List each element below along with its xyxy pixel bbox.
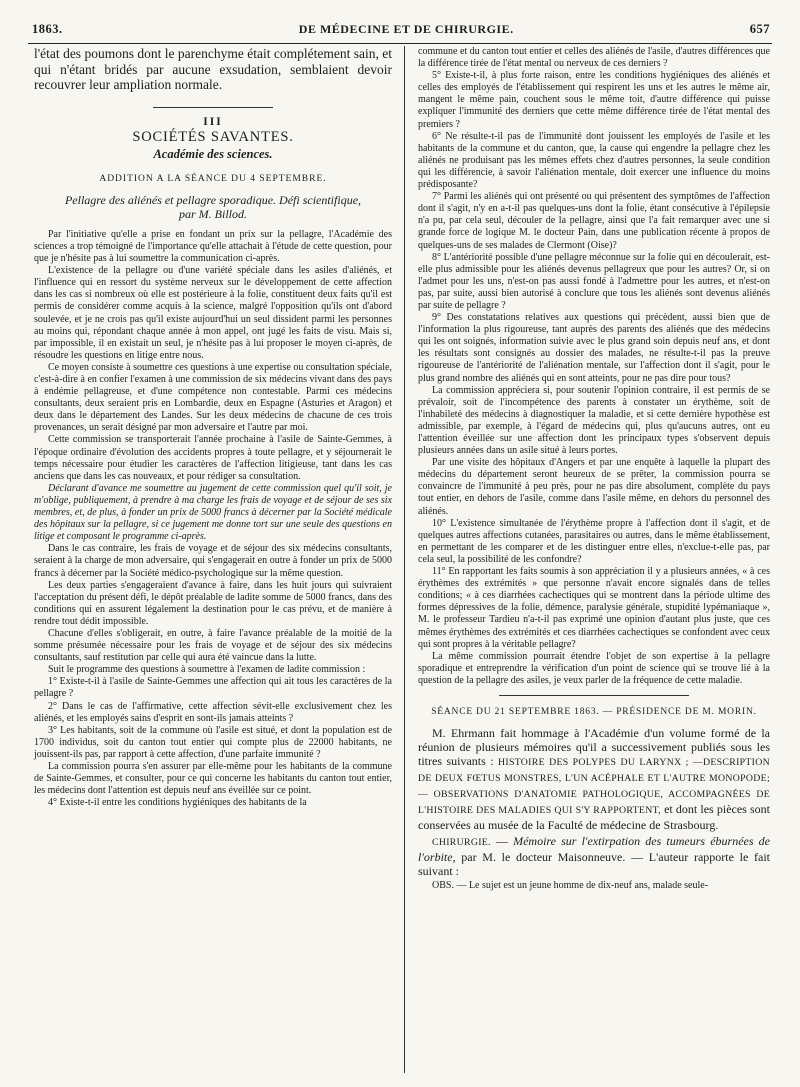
paragraph: Suit le programme des questions à soumettre à l'examen de ladite commission :: [48, 664, 366, 676]
question-item: 3° Les habitants, soit de la commune où l'asile est situé, et dont la population est de 1700 individus, soit du canton tout entier qui compte plus de 22000 habitants, ne jouissent-ils pas, par rapport à cette affection, d'une parfaite immunité ?: [34, 724, 392, 760]
paragraph: Ce moyen consiste à soumettre ces questions à une expertise ou consultation spéciale, c'est-à-dire à en confier l'examen à une commission de six médecins vivant dans des pays à endémie pellagreuse, et d'une compétence non contestable. Parmi ces médecins consultants, deux seraient pris en Lombardie, deux en Espagne (Asturies et Aragon) et deux dans le département des Landes. Sur les deux médecins de chacune de ces trois provenances, un serait désigné par mon adversaire et l'autre par moi.: [34, 361, 392, 434]
paragraph: Par une visite des hôpitaux d'Angers et par une enquête à laquelle la plupart des médecins du département seront heureux de se prêter, la commission pourra se convaincre de l'immunité à peu près, pour ne pas dire absolument, complète du pays tout entier, en dehors de l'asile, comme dans l'asile même, en dehors du personnel des aliénés.: [418, 457, 770, 517]
question-item: 5° Existe-t-il, à plus forte raison, entre les conditions hygiéniques des aliénés et celles des employés de l'établissement qui respirent les uns et les autres le même air, mangent le même pain, couchent sous le même toit, d'autre différence qui puisse expliquer l'immunité des derniers que cette même différence tirée de l'état mental des premiers ?: [418, 70, 770, 130]
paragraph: Dans le cas contraire, les frais de voyage et de séjour des six médecins consultants, seraient à la charge de mon adversaire, qui s'engagerait en outre à fonder un prix de 5000 francs à décerner par la Société médico-psychologique sur la même question.: [34, 543, 392, 579]
session-heading: ADDITION A LA SÉANCE DU 4 SEPTEMBRE.: [99, 173, 327, 184]
chirurgie-paragraph: CHIRURGIE. — Mémoire sur l'extirpation des tumeurs éburnées de l'orbite, par M. le docteur Maisonneuve. — L'auteur rapporte le fait suivant :: [418, 834, 770, 879]
paragraph: commune et du canton tout entier et celles des aliénés de l'asile, d'autres différences que la différence tirée de l'état mental ou nerveux de ces derniers ?: [418, 46, 770, 70]
left-column: [34, 46, 392, 809]
paragraph: L'existence de la pellagre ou d'une variété spéciale dans les asiles d'aliénés, et l'influence qui en ressort du système nerveux sur le développement de cette affection dans les cas si nombreux où elle est postérieure à la folie, constituent deux faits qu'il est permis de considérer comme acquis à la science, malgré l'opposition qu'ils ont d'abord soulevée, et je ne crois pas qu'il existe aujourd'hui un seul dissident parmi les personnes au moins qui, répondant chaque année à mon appel, ont jugé les faits de visu. Mais si, par impossible, il en existait un seul, je n'hésite pas à lui proposer le moyen ci-après, de résoudre les questions en litige entre nous.: [34, 265, 392, 361]
paragraph: Chacune d'elles s'obligerait, en outre, à faire l'avance préalable de la moitié de la somme présumée nécessaire pour les frais de voyage et de séjour des six médecins consultants, sauf restitution par celle qui aura été vaincue dans la lutte.: [34, 627, 392, 664]
topic-heading: [34, 193, 392, 221]
paragraph: Les deux parties s'engageraient d'avance à faire, dans les huit jours qui suivraient l'acceptation du présent défi, le dépôt préalable de ladite somme de 5000 francs, dans des conditions qui en assurent légalement la destination pour le cas prévu, et de manière à rendre tout dédit impossible.: [34, 579, 392, 627]
paragraph: La commission appréciera si, pour soutenir l'opinion contraire, il est permis de se prévaloir, soit de l'incompétence des parents à constater un érythème, soit de l'inhabileté des médecins à diagnostiquer la maladie, et si cette dernière hypothèse est admissible, par exemple, à l'égard de médecins qui, plus qu'aucuns autres, ont eu l'attention éveillée sur une affection dont les principaux types s'observent depuis plusieurs années dans un asile situé à leurs portes.: [418, 384, 770, 457]
observation-paragraph: OBS. — Le sujet est un jeune homme de dix-neuf ans, malade seule-: [432, 880, 709, 892]
header-rule: [28, 43, 772, 44]
question-item: 9° Des constatations relatives aux questions qui précèdent, aussi bien que de l'information la plus rigoureuse, tant auprès des parents des aliénés que des médecins qui les ont soignés, information suivie avec le plus grand soin depuis neuf ans, et dont les résultats sont consignés au dossier des malades, ne résulte-t-il pas la preuve rigoureuse de l'antériorité de l'aliénation mentale, sur l'affection dont il s'agit, pour le plus grand nombre des aliénés qui en sont atteints, pour ne pas dire pour tous?: [418, 312, 770, 384]
question-item: 6° Ne résulte-t-il pas de l'immunité dont jouissent les employés de l'asile et les habitants de la commune et du canton, que, la cause qui engendre la pellagre chez les aliénés ne produisant pas les mêmes effets chez d'autres personnes, la seule condition qui les différencie, à savoir l'aliénation mentale, doit exercer une influence du moins prédisposante?: [418, 130, 770, 191]
section-number: III: [203, 115, 223, 128]
chirurgie-rest: par M. le docteur Maisonneuve. — L'auteur rapporte le fait suivant :: [418, 850, 770, 879]
header-year: 1863.: [32, 22, 63, 36]
ehrmann-text: M. Ehrmann fait hommage à l'Académie d'un volume formé de la réunion de plusieurs mémoires qu'il a successivement publiés sous les titres suivants :: [418, 726, 770, 769]
column-divider: [404, 46, 405, 1073]
paragraph: La commission pourra s'en assurer par elle-même pour les habitants de la commune de Sainte-Gemmes, et consulter, pour ce qui concerne les habitants du canton tout entier, les médecins dont l'attention est depuis neuf ans éveillée sur ce point.: [34, 761, 392, 797]
paragraph: Cette commission se transporterait l'année prochaine à l'asile de Sainte-Gemmes, à l'époque ordinaire d'évolution des accidents propres à toute pellagre, et y séjournerait le temps nécessaire pour étudier les caractères de l'affection litigieuse, tant dans les cas anciens que dans les cas nouveaux, et pour rédiger sa consultation.: [34, 434, 392, 482]
session-heading-2: SÉANCE DU 21 SEPTEMBRE 1863. — PRÉSIDENCE DE M. MORIN.: [431, 706, 757, 717]
header-title: DE MÉDECINE ET DE CHIRURGIE.: [298, 22, 514, 36]
section-title: SOCIÉTÉS SAVANTES.: [132, 128, 294, 145]
question-item: 7° Parmi les aliénés qui ont présenté ou qui présentent des symptômes de l'affection dont il s'agit, n'y en a-t-il pas quelques-uns dont la folie, étant consécutive à l'épilepsie n'a pu, par cela seul, découler de la pellagre, ainsi que l'a fait remarquer avec une si grande force de logique M. le docteur Pain, dans une publication récente à propos de quelques-uns de ses malades de Clermont (Oise)?: [418, 191, 770, 251]
paragraph: La même commission pourrait étendre l'objet de son expertise à la pellagre sporadique et entreprendre la vérification d'un point de science qui se trouve lié à la question de la pellagre des asiles, je veux parler de la fréquence de cette maladie.: [418, 650, 770, 686]
chirurgie-label: CHIRURGIE.: [432, 837, 491, 849]
question-item: 4° Existe-t-il entre les conditions hygiéniques des habitants de la: [48, 797, 307, 809]
ehrmann-titles: HISTOIRE DES POLYPES DU LARYNX ; —DESCRIPTION DE DEUX FŒTUS MONSTRES, L'UN ACÉPHALE ET L'AUTRE MONOPODE; — OBSERVATIONS D'ANATOMIE PATHOLOGIQUE, ACCOMPAGNÉES DE L'HISTOIRE DES MALADIES QUI S'Y RAPPORTENT,: [418, 757, 770, 817]
ehrmann-end: et dont les pièces sont conservées au musée de la Faculté de médecine de Strasbourg.: [418, 802, 771, 833]
paragraph-italic: Déclarant d'avance me soumettre au jugement de cette commission quel qu'il soit, je m'oblige, publiquement, à prendre à ma charge les frais de voyage et de séjour de ses six membres, et, de plus, à fonder un prix de 5000 francs à décerner par la Société médicale des hôpitaux sur la pellagre, si ce jugement me donne tort sur une seule des questions en litige et composant le programme ci-après.: [34, 482, 392, 543]
page-header: [32, 22, 770, 42]
question-item: 8° L'antériorité possible d'une pellagre méconnue sur la folie qui en découlerait, est-elle plus admissible pour les aliénés devenus pellagreux que pour les autres? Or, si on l'admet pour les uns, n'est-on pas aussi fondé à l'admettre pour les autres, et n'est-on pas, par suite, aussi bien autorisé à conclure que tous les aliénés sont devenus aliénés par suite de pellagre ?: [418, 251, 770, 311]
question-item: 11° En rapportant les faits soumis à son appréciation il y a plusieurs années, « à ces érythèmes des extrémités » que personne n'avait encore signalés dans de telles conditions; « à ces diarrhées cachectiques qui se montrent dans la période ultime des formes dépressives de la folie, démence, paralysie générale, stupidité lypémaniaque », M. le professeur Tardieu n'a-t-il pas exprimé une opinion d'autant plus juste, que ces mêmes érythèmes des extrémités et ces diarrhées cachectiques se confondent avec ceux qui sont propres à la véritable pellagre?: [418, 566, 770, 650]
question-item: 1° Existe-t-il à l'asile de Sainte-Gemmes une affection qui ait tous les caractères de la pellagre ?: [34, 676, 392, 700]
chirurgie-title: Mémoire sur l'extirpation des tumeurs éburnées de l'orbite,: [418, 834, 770, 865]
topic-title: Pellagre des aliénés et pellagre sporadique. Défi scientifique,: [64, 192, 362, 207]
ehrmann-paragraph: [418, 726, 770, 832]
section-separator: [153, 107, 273, 108]
intro-paragraph: l'état des poumons dont le parenchyme était complétement sain, et qui n'étant bridés par aucune exsudation, semblaient devoir recouvrer leur ampliation normale.: [34, 46, 392, 92]
academy-heading: Académie des sciences.: [153, 146, 273, 161]
topic-author: par M. Billod.: [179, 206, 247, 221]
right-column: [418, 46, 770, 892]
paragraph: Par l'initiative qu'elle a prise en fondant un prix sur la pellagre, l'Académie des sciences a trop témoigné de l'importance qu'elle attachait à l'étude de cette question, pour que je n'hésite pas à lui soumettre la communication ci-après.: [34, 228, 392, 265]
session-separator: [499, 695, 689, 696]
question-item: 2° Dans le cas de l'affirmative, cette affection sévit-elle exclusivement chez les aliénés, et les employés sains d'esprit en sont-ils jamais atteints ?: [34, 700, 392, 724]
page-number: 657: [749, 22, 770, 36]
question-item: 10° L'existence simultanée de l'érythème propre à l'affection dont il s'agit, et de quelques autres affections cutanées, parasitaires ou autres, dans le même établissement, en permettant de les comparer et de les distinguer entre elles, n'exclue-t-elle pas, par cela seul, la possibilité de les confondre?: [418, 517, 770, 565]
